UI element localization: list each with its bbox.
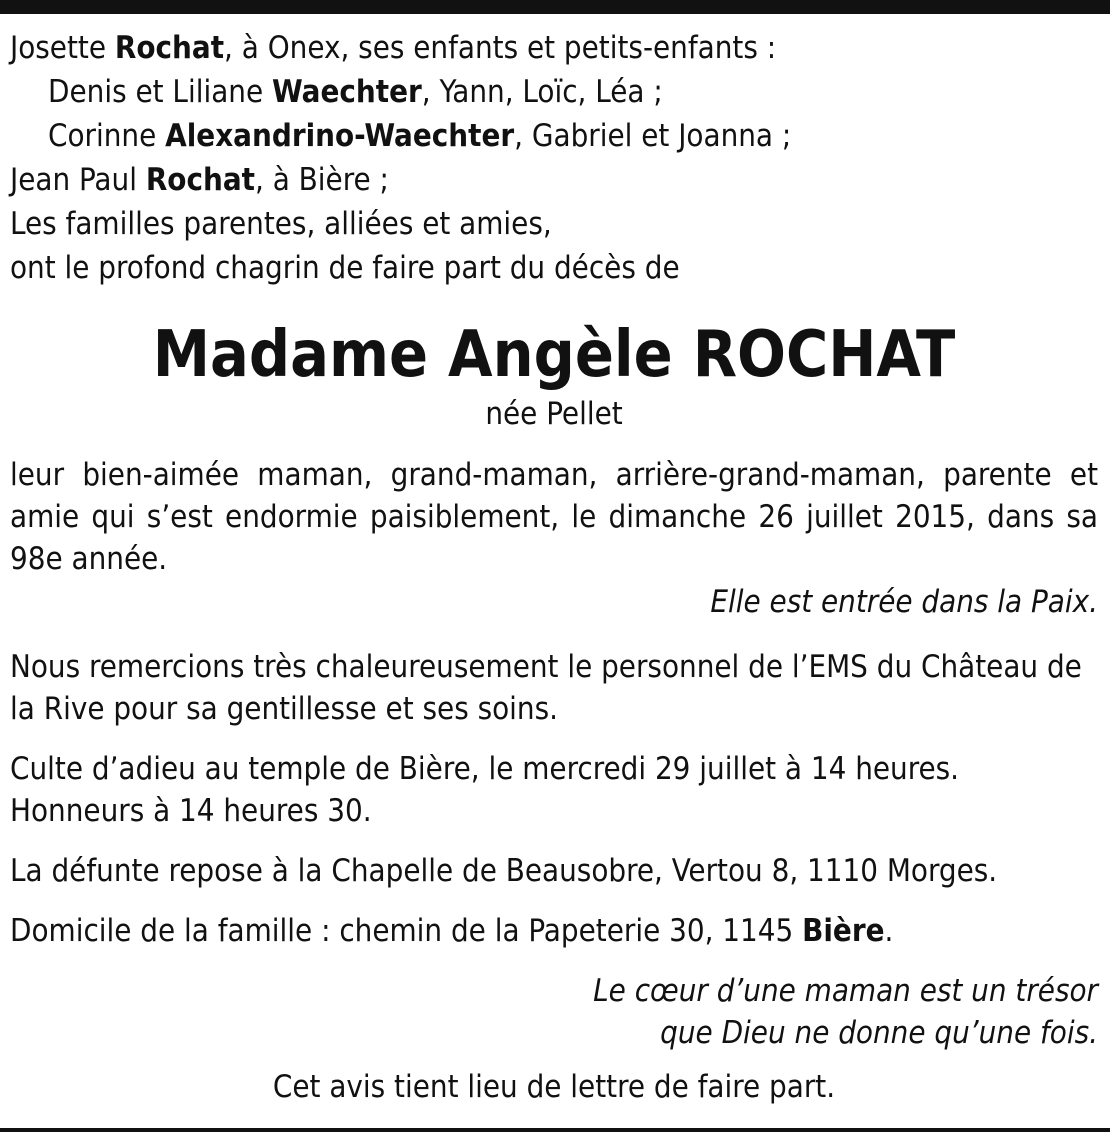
peace-line: Elle est entrée dans la Paix. [710, 584, 1098, 620]
surname-rochat-2: Rochat [145, 162, 255, 198]
thanks-paragraph: Nous remercions très chaleureusement le personnel de l’EMS du Château de la Rive pour sa gentillesse et ses soins. [10, 649, 1082, 727]
deceased-name: Madame Angèle ROCHAT [152, 318, 956, 392]
surname-rochat: Rochat [114, 30, 225, 66]
family-line-corinne: Corinne Alexandrino-Waechter, Gabriel et Joanna ; [48, 118, 792, 154]
ceremony-line-1: Culte d’adieu au temple de Bière, le mercredi 29 juillet à 14 heures. [10, 751, 960, 787]
family-line-jean-paul: Jean Paul Rochat, à Bière ; [10, 162, 389, 198]
quote-line-1: Le cœur d’une maman est un trésor [593, 973, 1098, 1009]
bottom-rule [0, 1128, 1110, 1132]
top-rule [0, 0, 1110, 14]
families-line: Les familles parentes, alliées et amies, [10, 206, 552, 242]
family-line-josette: Josette Rochat, à Onex, ses enfants et petits-enfants : [10, 30, 777, 66]
quote-line-2: que Dieu ne donne qu’une fois. [660, 1015, 1098, 1051]
domicile-town: Bière [802, 913, 885, 949]
repose-paragraph: La défunte repose à la Chapelle de Beausobre, Vertou 8, 1110 Morges. [10, 853, 998, 889]
surname-waechter: Waechter [271, 74, 422, 110]
closing-line: Cet avis tient lieu de lettre de faire part. [272, 1069, 836, 1105]
domicile-paragraph: Domicile de la famille : chemin de la Papeterie 30, 1145 Bière. [10, 913, 894, 949]
surname-alexandrino-waechter: Alexandrino-Waechter [165, 118, 515, 154]
announce-line: ont le profond chagrin de faire part du décès de [10, 250, 680, 286]
family-line-denis: Denis et Liliane Waechter, Yann, Loïc, Léa ; [48, 74, 663, 110]
obituary-notice [10, 26, 1098, 1108]
tribute-paragraph: leur bien-aimée maman, grand-maman, arrière-grand-maman, parente et amie qui s’est endormie paisiblement, le dimanche 26 juillet 2015, dans sa 98e année. [10, 457, 1098, 577]
maiden-name: née Pellet [485, 396, 623, 432]
ceremony-paragraph [10, 748, 1098, 832]
ceremony-line-2: Honneurs à 14 heures 30. [10, 793, 372, 829]
closing-quote [10, 970, 1098, 1054]
